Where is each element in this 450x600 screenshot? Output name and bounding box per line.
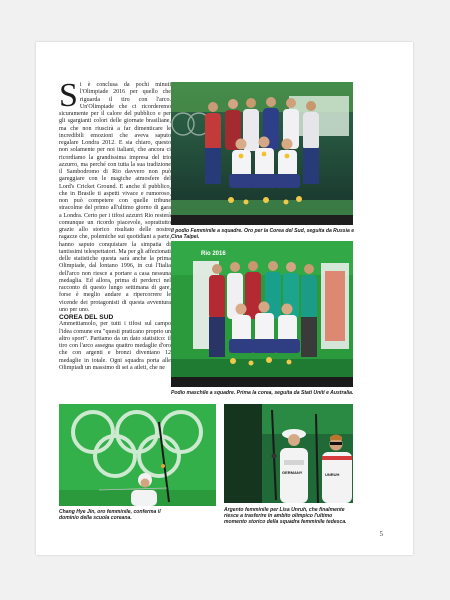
bib-text-germany: GERMANY bbox=[282, 470, 303, 475]
intro-text: i è conclusa da pochi minuti l'Olimpiade 2016 per quello che riguarda il tiro con l'arco. Un'Olimpiade che ci ricorderemo sicuramente per il calore del pubblico e per gli sgargianti colori delle giornate brasiliane, ma che non riuscirà a far dimenticare le incredibili emozioni che aveva saputo regalare Londra 2012. E sia chiaro, questo non solamente per noi italiani, che ancora ci ricordiamo la grandissima impresa del trio azzurro, ma perché con tutta la sua tradizione il Sambodromo di Rio davvero non può gareggiare con le magiche atmosfere del Lord's Cricket Ground. E anche il pubblico, che in Brasile ti aspetti vivace e rumoroso, non può competere con quelle tribune stracolme del primo all'ultimo giorno di gara a Londra. Certo per i tifosi azzurri Rio resterà comunque un ricordo piacevole, soprattutto grazie allo storico risultato delle nostre ragazze che, polemiche sui quotidiani a parte, hanno saputo conquistare la simpatia di tantissimi telespettatori. Ma per gli affezionati delle statistiche questa sarà anche la prima Olimpiade, dal lontano 1996, in cui l'Italia dell'arco non riesce a portare a casa nessuna medaglia. Ed allora, prima di perderci nel racconto di questo lungo settimana di gare, forse è meglio andare a ripercorrere le vicende dei protagonisti di questa avventura uno per uno. bbox=[59, 82, 171, 313]
section-paragraph: Ammettiamolo, per tutti i tifosi sul campo l'idea comune era "questi praticano proprio un altro sport". Partiamo da un dato statistico: il tiro con l'arco assegna quattro medaglie d'oro che con argenti e bronzi diventano 12 medaglie in totale. Ogni squadra porta alle Olimpiadi un massimo di sei a atleti, che ne bbox=[59, 321, 171, 371]
lisa-unruh-image bbox=[224, 404, 353, 503]
drop-cap: S bbox=[59, 77, 78, 114]
chang-hye-jin-image bbox=[59, 404, 216, 506]
bib-text-unruh: UNRUH bbox=[325, 472, 340, 477]
lisa-unruh-photo bbox=[224, 404, 353, 503]
page-number: 5 bbox=[379, 530, 383, 538]
article-text-column bbox=[59, 77, 171, 372]
chang-hye-jin-photo bbox=[59, 404, 216, 506]
women-podium-photo bbox=[171, 82, 353, 225]
rio-banner-text: Rio 2016 bbox=[201, 251, 226, 257]
section-heading: COREA DEL SUD bbox=[59, 314, 114, 321]
unruh-caption: Argento femminile per Lisa Unruh, che finalmente riesce a trasferire in ambito olimpico l'ultimo momento storico della squadra femminile tedesca. bbox=[224, 507, 347, 526]
women-podium-image bbox=[171, 82, 353, 225]
men-podium-caption: Podio maschile a squadre. Prima la corea, seguita da Stati Uniti e Australia. bbox=[171, 390, 354, 396]
magazine-page bbox=[36, 42, 413, 555]
chang-caption: Chang Hye Jin, oro femminile, conferma il dominio della scuola coreana. bbox=[59, 509, 161, 522]
women-podium-caption: Il podio Femminile a squadre. Oro per la Corea del Sud, seguita da Russia e Cina Taipei. bbox=[171, 228, 355, 241]
men-podium-image bbox=[171, 241, 353, 387]
men-podium-photo bbox=[171, 241, 353, 387]
intro-paragraph bbox=[59, 77, 171, 314]
